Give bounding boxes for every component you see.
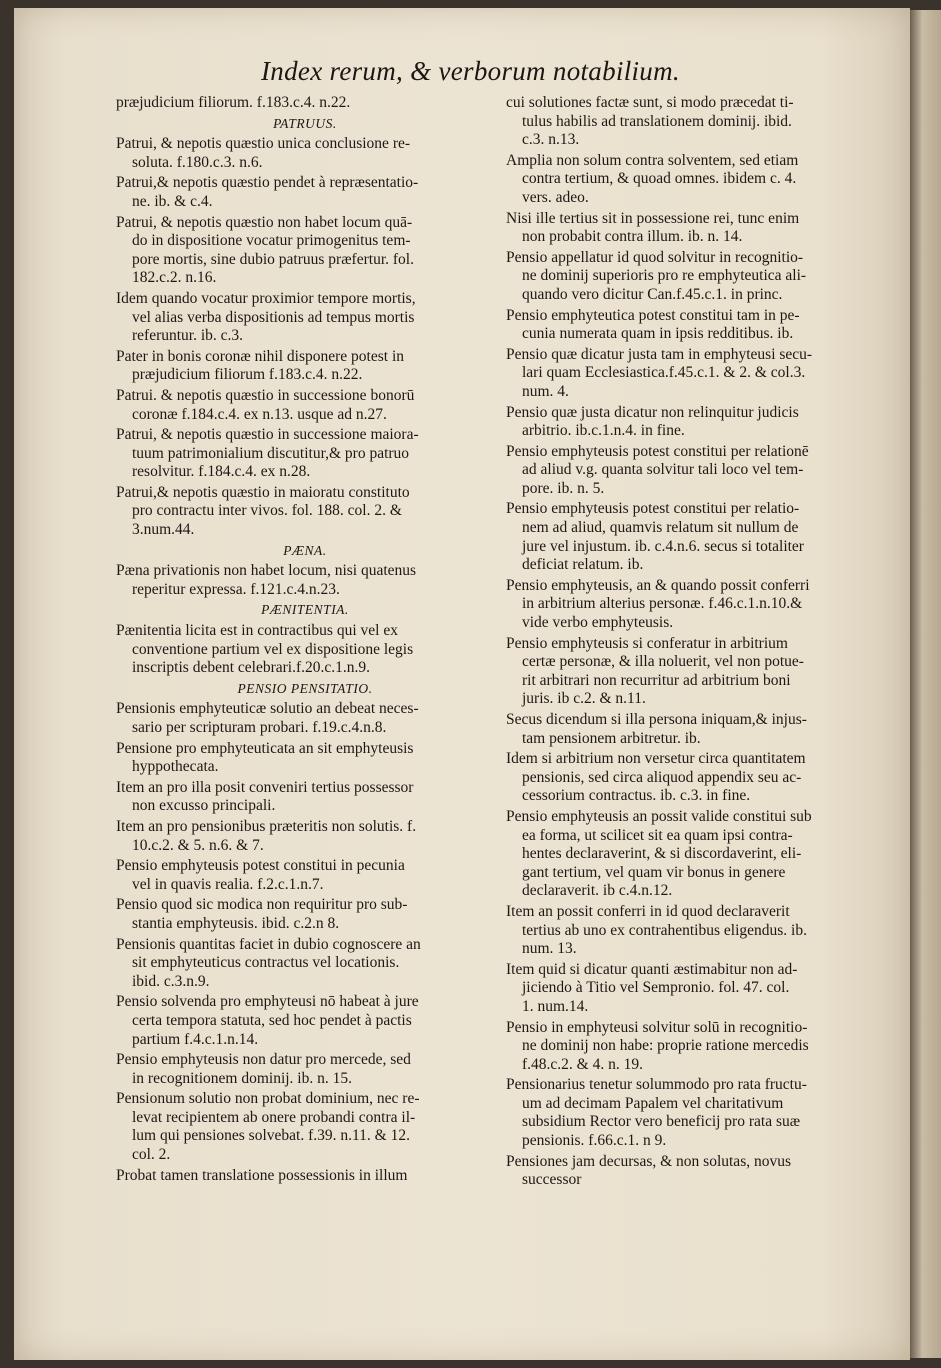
entry-line: contra tertium, & quoad omnes. ibidem c. 4.: [522, 170, 797, 188]
index-entry: [506, 711, 870, 748]
entry-line: Pensio emphyteusis potest constitui per relatio-: [506, 500, 800, 518]
entry-line: Amplia non solum contra solventem, sed etiam: [506, 151, 799, 169]
entry-line: deficiat relatum. ib.: [522, 556, 644, 574]
section-heading: PÆNA.: [283, 542, 327, 558]
index-entry: [506, 500, 870, 574]
entry-line: sit emphyteuticus contractus vel locationis.: [132, 954, 400, 972]
index-entry: [506, 961, 870, 1017]
entry-line: stantia emphyteusis. ibid. c.2.n 8.: [132, 914, 340, 932]
entry-line: Item quid si dicatur quanti æstimabitur non ad-: [506, 960, 798, 978]
entry-line: do in dispositione vocatur primogenitus tem-: [132, 232, 411, 250]
entry-line: conventione partium vel ex dispositione legis: [132, 640, 414, 658]
entry-line: Pæna privationis non habet locum, nisi quatenus: [116, 562, 417, 580]
index-entry: [116, 348, 494, 385]
entry-line: Pensio emphyteusis potest constitui in pecunia: [116, 857, 405, 875]
entry-line: Item an pro pensionibus præteritis non solutis. f.: [116, 817, 417, 835]
entry-line: pore. ib. n. 5.: [522, 479, 605, 497]
index-entry: [116, 779, 494, 816]
index-entry: [116, 135, 494, 172]
index-entry: [116, 426, 494, 482]
entry-line: Patrui. & nepotis quæstio in successione bonorū: [116, 386, 415, 404]
index-entry: [116, 174, 494, 211]
entry-line: Patrui,& nepotis quæstio in maioratu constituto: [116, 483, 410, 501]
entry-line: vide verbo emphyteusis.: [522, 614, 674, 632]
entry-line: successor: [522, 1171, 582, 1189]
entry-line: tertius ab uno ex contrahentibus eligendus. ib.: [522, 921, 807, 939]
entry-line: hentes declaraverint, & si discordaverint, eli-: [522, 845, 802, 863]
entry-line: ad aliud v.g. quanta solvitur tali loco vel tem-: [522, 461, 804, 479]
section-heading: PATRUUS.: [273, 115, 337, 131]
index-entry: [116, 1051, 494, 1088]
right-column: [506, 94, 870, 1192]
entry-line: lum qui pensiones solvebat. f.39. n.11. & 12.: [132, 1127, 410, 1145]
entry-line: subsidium Rector vero beneficij pro rata suæ: [522, 1113, 801, 1131]
entry-line: Patrui, & nepotis quæstio non habet locum quā-: [116, 213, 413, 231]
entry-line: tam pensionem arbitretur. ib.: [522, 729, 701, 747]
index-entry: [116, 993, 494, 1049]
index-entry: [506, 635, 870, 709]
entry-line: jiciendo à Titio vel Sempronio. fol. 47. col.: [522, 979, 790, 997]
index-entry: [116, 1090, 494, 1164]
entry-line: Idem si arbitrium non versetur circa quantitatem: [506, 750, 806, 768]
section-heading: PÆNITENTIA.: [261, 602, 349, 618]
entry-line: 3.num.44.: [132, 521, 195, 539]
entry-line: vel alias verba dispositionis ad tempus mortis: [132, 308, 415, 326]
entry-line: num. 4.: [522, 382, 569, 400]
index-entry: [506, 750, 870, 806]
entry-line: Pænitentia licita est in contractibus qui vel ex: [116, 622, 398, 640]
entry-line: Probat tamen translatione possessionis in illum: [116, 1166, 408, 1184]
entry-line: Pensio emphyteutica potest constitui tam in pe-: [506, 306, 800, 324]
entry-line: Pensio emphyteusis an possit valide constitui sub: [506, 807, 812, 825]
entry-line: Pensio in emphyteusi solvitur solū in recognitio-: [506, 1018, 808, 1036]
entry-line: resolvitur. f.184.c.4. ex n.28.: [132, 463, 311, 481]
entry-line: num. 13.: [522, 940, 577, 958]
index-entry: [506, 307, 870, 344]
running-head: Index rerum, & verborum notabilium.: [261, 56, 680, 86]
entry-line: cunia numerata quam in ipsis redditibus. ib.: [522, 325, 794, 343]
entry-line: rit arbitrari non recurritur ad arbitrium boni: [522, 671, 791, 689]
entry-line: Pensionis quantitas faciet in dubio cognoscere an: [116, 935, 421, 953]
index-entry: [506, 152, 870, 208]
entry-line: Pensio solvenda pro emphyteusi nō habeat à jure: [116, 993, 419, 1011]
entry-line: vel in quavis realia. f.2.c.1.n.7.: [132, 875, 324, 893]
entry-line: lari quam Ecclesiastica.f.45.c.1. & 2. & col.3.: [522, 364, 806, 382]
index-entry: [506, 1019, 870, 1075]
entry-line: præjudicium filiorum. f.183.c.4. n.22.: [116, 94, 351, 111]
entry-line: præjudicium filiorum f.183.c.4. n.22.: [132, 366, 363, 384]
index-entry: [506, 1076, 870, 1150]
entry-line: 182.c.2. n.16.: [132, 269, 217, 287]
index-entry: [116, 740, 494, 777]
index-entry: [506, 1153, 870, 1190]
left-column: [116, 94, 494, 1187]
entry-line: ne dominij superioris pro re emphyteutica ali-: [522, 267, 807, 285]
entry-line: partium f.4.c.1.n.14.: [132, 1030, 259, 1048]
entry-line: 10.c.2. & 5. n.6. & 7.: [132, 836, 264, 854]
index-entry: [116, 214, 494, 288]
index-entry: [506, 249, 870, 305]
entry-line: Secus dicendum si illa persona iniquam,& injus-: [506, 711, 807, 728]
entry-line: Pensio quæ justa dicatur non relinquitur judicis: [506, 403, 799, 421]
entry-line: vers. adeo.: [522, 188, 589, 206]
entry-line: in recognitionem dominij. ib. n. 15.: [132, 1069, 352, 1087]
index-entry: [506, 903, 870, 959]
index-entry: [116, 484, 494, 540]
index-entry: [116, 622, 494, 678]
index-entry: [116, 857, 494, 894]
entry-line: cessorium contractus. ib. c.3. in fine.: [522, 787, 751, 805]
entry-line: Pater in bonis coronæ nihil disponere potest in: [116, 347, 405, 365]
entry-line: Pensio emphyteusis non datur pro mercede, sed: [116, 1051, 411, 1069]
index-entry: [506, 346, 870, 402]
entry-line: tuum patrimonialium discutitur,& pro patruo: [132, 444, 410, 462]
index-entry-continuation: [116, 94, 494, 113]
entry-line: col. 2.: [132, 1146, 171, 1164]
index-entry: [116, 896, 494, 933]
entry-line: pensionis. f.66.c.1. n 9.: [522, 1132, 667, 1150]
entry-line: Pensio emphyteusis si conferatur in arbitrium: [506, 634, 788, 652]
entry-line: certæ personæ, & illa noluerit, vel non potue-: [522, 653, 804, 671]
entry-line: tulus habilis ad translationem dominij. ibid.: [522, 112, 792, 130]
entry-line: ne dominij non habe: proprie ratione mercedis: [522, 1037, 809, 1055]
entry-line: reperitur expressa. f.121.c.4.n.23.: [132, 580, 340, 598]
entry-line: Nisi ille tertius sit in possessione rei, tunc enim: [506, 209, 800, 227]
entry-line: declaraverit. ib c.4.n.12.: [522, 882, 673, 900]
entry-line: Pensionarius tenetur solummodo pro rata fructu-: [506, 1076, 807, 1094]
entry-line: cui solutiones factæ sunt, si modo præcedat ti-: [506, 94, 794, 111]
entry-line: Patrui,& nepotis quæstio pendet à repræsentatio-: [116, 174, 419, 192]
entry-line: um ad decimam Papalem vel charitativum: [522, 1094, 784, 1112]
entry-line: referuntur. ib. c.3.: [132, 327, 244, 345]
entry-line: pore mortis, sine dubio patruus præfertur. fol.: [132, 250, 414, 268]
entry-line: inscriptis debent celebrari.f.20.c.1.n.9.: [132, 659, 371, 677]
entry-line: pro contractu inter vivos. fol. 188. col. 2. &: [132, 502, 402, 520]
entry-line: Patrui, & nepotis quæstio unica conclusione re-: [116, 135, 411, 153]
entry-line: jure vel injustum. ib. c.4.n.6. secus si totaliter: [522, 537, 804, 555]
entry-line: Idem quando vocatur proximior tempore mortis,: [116, 289, 416, 307]
entry-line: Patrui, & nepotis quæstio in successione maiora-: [116, 426, 419, 444]
entry-line: pensionis, sed circa aliquod appendix seu ac-: [522, 768, 802, 786]
entry-line: Pensionum solutio non probat dominium, nec re-: [116, 1090, 420, 1108]
entry-line: arbitrio. ib.c.1.n.4. in fine.: [522, 422, 685, 440]
entry-line: c.3. n.13.: [522, 131, 580, 149]
index-entry: [116, 1167, 494, 1186]
entry-line: non excusso principali.: [132, 797, 276, 815]
section-heading: PENSIO PENSITATIO.: [237, 680, 373, 696]
index-entry: [116, 290, 494, 346]
index-entry-continuation: [506, 94, 870, 150]
index-entry: [506, 577, 870, 633]
entry-line: Item an pro illa posit conveniri tertius possessor: [116, 778, 414, 796]
entry-line: Pensione pro emphyteuticata an sit emphyteusis: [116, 739, 414, 757]
index-entry: [506, 404, 870, 441]
entry-line: Pensio appellatur id quod solvitur in recognitio-: [506, 248, 804, 266]
entry-line: Pensiones jam decursas, & non solutas, novus: [506, 1152, 792, 1170]
index-entry: [116, 818, 494, 855]
entry-line: coronæ f.184.c.4. ex n.13. usque ad n.27.: [132, 405, 387, 423]
entry-line: Pensio emphyteusis, an & quando possit conferri: [506, 576, 810, 594]
entry-line: ea forma, ut scilicet sit ea quam ipsi contra-: [522, 826, 793, 844]
index-entry: [116, 562, 494, 599]
index-entry: [116, 387, 494, 424]
entry-line: levat recipientem ab onere probandi contra il-: [132, 1108, 416, 1126]
entry-line: Pensio quod sic modica non requiritur pro sub-: [116, 896, 408, 914]
entry-line: in arbitrium alterius personæ. f.46.c.1.n.10.&: [522, 595, 803, 613]
index-entry: [506, 443, 870, 499]
entry-line: Item an possit conferri in id quod declaraverit: [506, 902, 790, 920]
entry-line: ibid. c.3.n.9.: [132, 972, 210, 990]
entry-line: Pensionis emphyteuticæ solutio an debeat neces-: [116, 700, 419, 718]
entry-line: Pensio quæ dicatur justa tam in emphyteusi secu-: [506, 345, 813, 363]
entry-line: nem ad aliud, quamvis relatum sit nullum de: [522, 519, 799, 537]
index-entry: [116, 700, 494, 737]
index-entry: [506, 210, 870, 247]
index-entry: [116, 936, 494, 992]
entry-line: Pensio emphyteusis potest constitui per relationē: [506, 442, 809, 460]
entry-line: sario per scripturam probari. f.19.c.4.n.8.: [132, 719, 387, 736]
entry-line: solutа. f.180.c.3. n.6.: [132, 153, 263, 171]
entry-line: non probabit contra illum. ib. n. 14.: [522, 228, 743, 246]
next-page-edge: [910, 10, 941, 1358]
entry-line: f.48.c.2. & 4. n. 19.: [522, 1055, 643, 1073]
entry-line: gant tertium, vel quam vir bonus in genere: [522, 863, 786, 881]
entry-line: juris. ib c.2. & n.11.: [522, 690, 646, 708]
index-entry: [506, 808, 870, 901]
entry-line: quando vero dicitur Can.f.45.c.1. in princ.: [522, 285, 783, 303]
entry-line: certa tempora statuta, sed hoc pendet à pactis: [132, 1011, 412, 1029]
entry-line: ne. ib. & c.4.: [132, 192, 213, 210]
entry-line: 1. num.14.: [522, 997, 589, 1015]
entry-line: hyppothecata.: [132, 758, 219, 776]
